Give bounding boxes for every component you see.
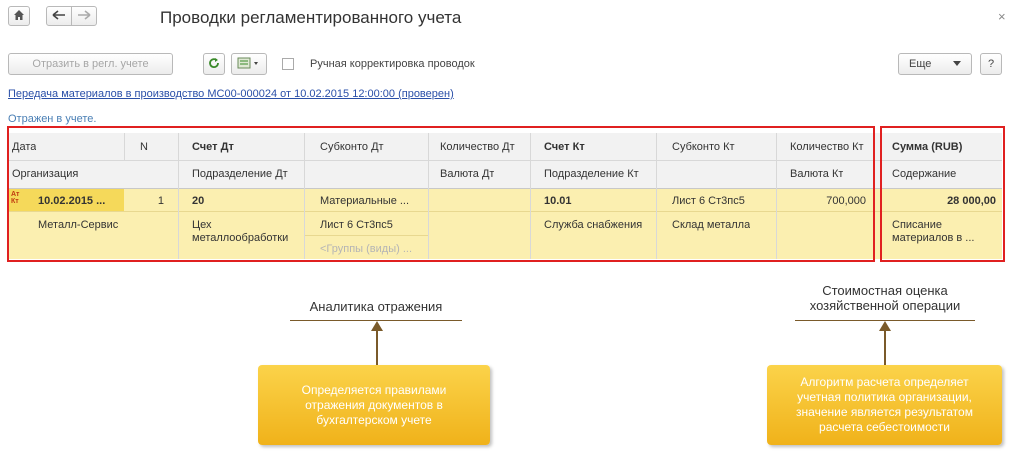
refresh-button[interactable] <box>203 53 225 75</box>
forward-arrow-icon <box>77 9 91 23</box>
help-button[interactable]: ? <box>980 53 1002 75</box>
col-quantity-kt[interactable]: Количество Кт <box>790 141 864 153</box>
col-subconto-dt[interactable]: Субконто Дт <box>320 141 384 153</box>
forward-button[interactable] <box>71 6 97 26</box>
posting-type-icon: Ат Кт <box>11 191 20 205</box>
col-account-kt[interactable]: Счет Кт <box>544 141 585 153</box>
cell-subconto-dt-2: Лист 6 Ст3пс5 <box>320 219 393 231</box>
cell-date: 10.02.2015 ... <box>38 195 106 207</box>
cell-account-dt: 20 <box>192 195 205 207</box>
cell-subconto-kt-2: Склад металла <box>672 219 751 231</box>
accounts-menu-button[interactable] <box>231 53 267 75</box>
cell-n: 1 <box>157 195 164 207</box>
analytics-highlight-box <box>7 126 875 262</box>
col-quantity-dt[interactable]: Количество Дт <box>440 141 515 153</box>
reflect-button[interactable]: Отразить в регл. учете <box>8 53 173 75</box>
cell-account-kt: 10.01 <box>544 195 572 207</box>
col-account-dt[interactable]: Счет Дт <box>192 141 234 153</box>
refresh-icon <box>208 57 220 72</box>
cell-sum: 28 000,00 <box>947 195 996 207</box>
col-currency-kt[interactable]: Валюта Кт <box>790 168 844 180</box>
close-icon[interactable]: × <box>998 9 1006 24</box>
status-text: Отражен в учете. <box>8 113 97 125</box>
analytics-callout <box>258 365 490 445</box>
col-sum[interactable]: Сумма (RUB) <box>892 141 963 153</box>
cell-organization: Металл-Сервис <box>38 219 119 231</box>
more-button[interactable] <box>898 53 972 75</box>
col-date[interactable]: Дата <box>12 141 37 153</box>
valuation-title: Стоимостная оценка хозяйственной операции <box>809 283 961 313</box>
manual-correction-checkbox[interactable] <box>282 58 294 70</box>
col-organization[interactable]: Организация <box>12 168 79 180</box>
home-button[interactable] <box>8 6 30 26</box>
analytics-title: Аналитика отражения <box>309 299 443 314</box>
col-n[interactable]: N <box>140 141 148 153</box>
arrow-stem <box>376 330 378 366</box>
cell-content: Списание материалов в ... <box>892 219 975 244</box>
cell-subconto-dt-1: Материальные ... <box>320 195 410 207</box>
arrow-stem <box>884 330 886 366</box>
accounts-menu-icon <box>237 57 261 72</box>
back-arrow-icon <box>52 9 66 23</box>
back-button[interactable] <box>46 6 72 26</box>
document-link[interactable]: Передача материалов в производство МС00-000024 от 10.02.2015 12:00:00 (проверен) <box>8 88 454 100</box>
col-department-dt[interactable]: Подразделение Дт <box>192 168 288 180</box>
col-content[interactable]: Содержание <box>892 168 957 180</box>
chevron-down-icon <box>953 58 961 70</box>
analytics-callout-text: Определяется правилами отражения документов в бухгалтерском учете <box>301 382 447 427</box>
more-button-label: Еще <box>909 58 932 70</box>
cell-subconto-kt-1: Лист 6 Ст3пс5 <box>672 195 745 207</box>
manual-correction-label: Ручная корректировка проводок <box>310 58 475 70</box>
window-title: Проводки регламентированного учета <box>160 8 462 27</box>
cell-department-kt: Служба снабжения <box>544 219 643 231</box>
home-icon <box>13 9 25 24</box>
valuation-callout-text: Алгоритм расчета определяет учетная политика организации, значение является результатом расчета себестоимости <box>796 375 973 434</box>
sum-highlight-box <box>880 126 1005 262</box>
valuation-callout <box>767 365 1002 445</box>
cell-subconto-dt-3: <Группы (виды) ... <box>320 243 412 255</box>
col-department-kt[interactable]: Подразделение Кт <box>544 168 639 180</box>
cell-department-dt: Цех металлообработки <box>192 219 289 244</box>
col-subconto-kt[interactable]: Субконто Кт <box>672 141 735 153</box>
cell-quantity-kt: 700,000 <box>826 195 866 207</box>
col-currency-dt[interactable]: Валюта Дт <box>440 168 495 180</box>
